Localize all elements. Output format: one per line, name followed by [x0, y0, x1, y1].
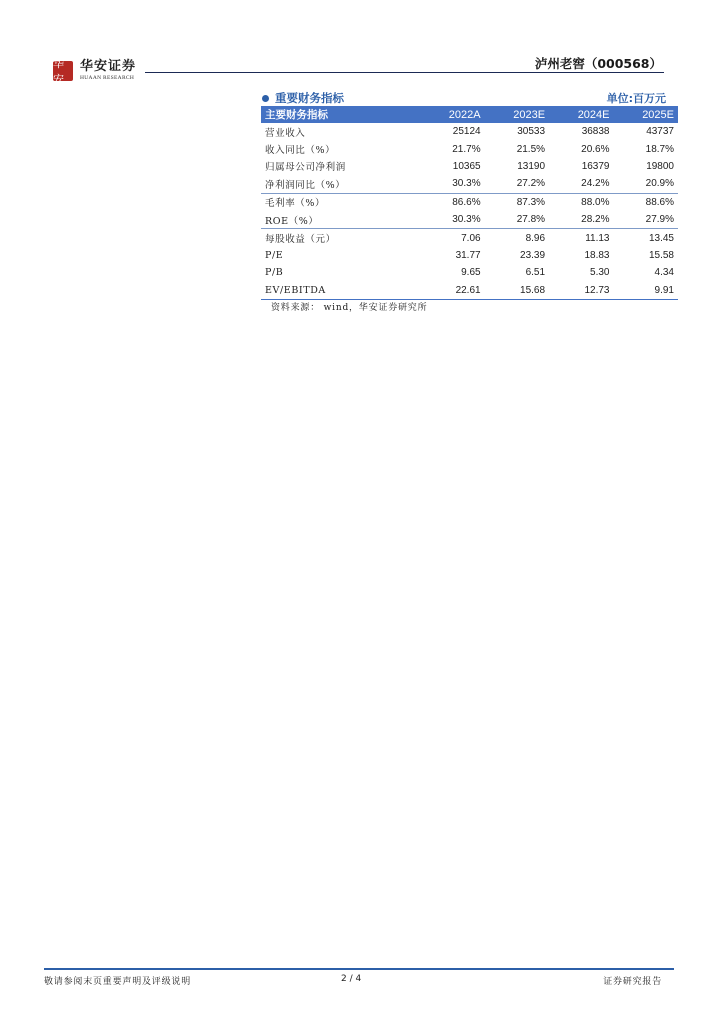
table-cell: 9.91: [614, 282, 679, 300]
table-header-cell: 2024E: [549, 106, 613, 123]
table-cell: 28.2%: [581, 214, 610, 226]
table-row: [261, 175, 678, 193]
table-cell: 31.77: [455, 249, 481, 261]
table-cell: 86.6%: [420, 193, 484, 211]
page-number: 2 / 4: [341, 974, 362, 984]
table-row: [261, 140, 678, 157]
table-cell: 24.2%: [581, 178, 610, 190]
row-label: ROE（%）: [265, 215, 319, 227]
financial-indicators-table: [261, 106, 678, 300]
row-label: 归属母公司净利润: [265, 162, 346, 174]
row-label: P/B: [265, 267, 284, 279]
table-cell: 8.96: [485, 229, 549, 247]
table-cell: 7.06: [420, 229, 484, 247]
table-cell: 43737: [646, 126, 674, 138]
table-header-cell: 2022A: [420, 106, 484, 123]
row-label: P/E: [265, 249, 284, 261]
table-cell: 15.58: [648, 249, 674, 261]
footer-disclaimer: 敬请参阅末页重要声明及评级说明: [44, 977, 192, 987]
table-cell: 12.73: [549, 282, 613, 300]
data-source-note: 资料来源： wind，华安证券研究所: [271, 303, 428, 313]
row-label: 营业收入: [265, 127, 306, 139]
table-header-cell: 2023E: [485, 106, 549, 123]
table-cell: 4.34: [654, 267, 674, 279]
row-label: EV/EBITDA: [261, 282, 420, 300]
table-header-row: [261, 106, 678, 123]
table-cell: 6.51: [525, 267, 546, 279]
table-cell: 25124: [452, 126, 481, 138]
company-logo: [53, 56, 137, 86]
table-cell: 88.0%: [549, 193, 613, 211]
table-row: [261, 123, 678, 140]
footer-divider: [44, 968, 674, 970]
table-row: [261, 282, 678, 300]
stock-title: 泸州老窖（000568）: [534, 56, 662, 71]
table-cell: 36838: [581, 126, 610, 138]
table-cell: 11.13: [549, 229, 613, 247]
table-cell: 20.9%: [645, 178, 674, 190]
table-row: [261, 247, 678, 264]
unit-label: 单位:百万元: [606, 92, 666, 105]
table-cell: 30533: [517, 126, 546, 138]
logo-text: [80, 60, 136, 82]
table-cell: 27.9%: [645, 214, 674, 226]
table-cell: 13.45: [614, 229, 679, 247]
table-cell: 22.61: [420, 282, 484, 300]
footer-report-type: 证券研究报告: [603, 977, 662, 987]
table-header-cell: 主要财务指标: [261, 106, 420, 123]
table-row: [261, 158, 678, 175]
table-cell: 21.5%: [516, 143, 546, 155]
section-title: [262, 90, 344, 106]
table-header-cell: 2025E: [614, 106, 679, 123]
table-cell: 16379: [581, 160, 610, 172]
table-row: [261, 193, 678, 211]
table-cell: 5.30: [590, 267, 610, 279]
table-cell: 19800: [646, 160, 674, 172]
section-title-text: 重要财务指标: [275, 91, 344, 105]
row-label: 每股收益（元）: [261, 229, 420, 247]
table-cell: 23.39: [520, 249, 546, 261]
table-cell: 10365: [452, 160, 481, 172]
row-label: 收入同比（%）: [265, 145, 336, 157]
logo-name-cn: 华安证券: [80, 59, 137, 74]
table-cell: 20.6%: [581, 143, 610, 155]
row-label: 净利润同比（%）: [265, 179, 346, 191]
table-row: [261, 229, 678, 247]
table-row: [261, 264, 678, 281]
bullet-icon: [262, 95, 269, 102]
table-cell: 30.3%: [452, 178, 481, 190]
table-row: [261, 211, 678, 229]
table-cell: 87.3%: [485, 193, 549, 211]
table-cell: 27.2%: [516, 178, 546, 190]
logo-seal-icon: 华安: [53, 61, 73, 81]
table-cell: 9.65: [461, 267, 481, 279]
table-cell: 18.7%: [645, 143, 674, 155]
table-cell: 13190: [517, 160, 546, 172]
table-cell: 21.7%: [452, 143, 481, 155]
table-cell: 15.68: [485, 282, 549, 300]
table-cell: 18.83: [584, 249, 610, 261]
table-cell: 30.3%: [452, 214, 481, 226]
logo-name-en: HUAAN RESEARCH: [80, 75, 135, 81]
table-cell: 27.8%: [516, 214, 546, 226]
header-divider: [145, 72, 664, 73]
row-label: 毛利率（%）: [261, 193, 420, 211]
table-cell: 88.6%: [614, 193, 679, 211]
